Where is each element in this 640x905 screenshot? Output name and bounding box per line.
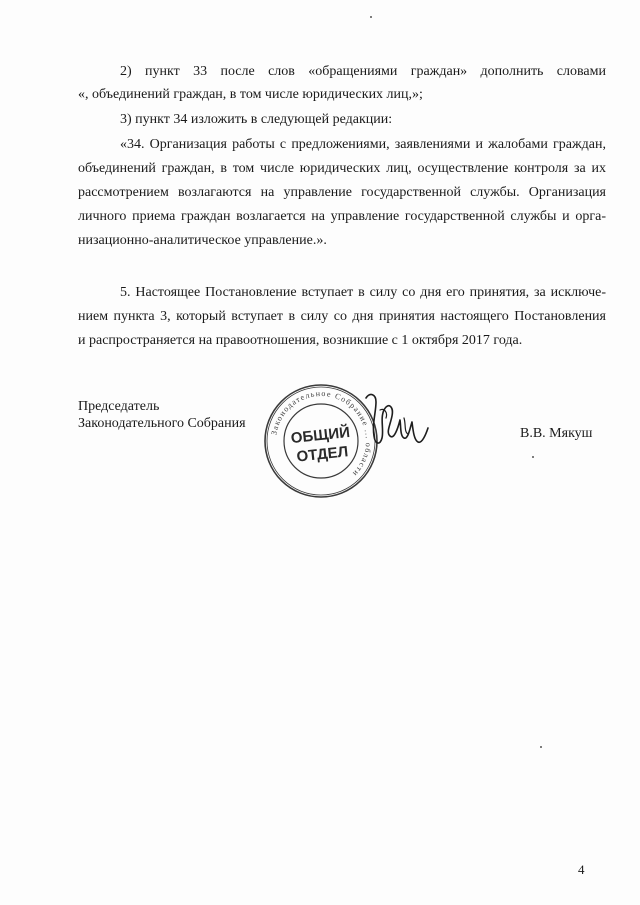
paragraph-line: «, объединений граждан, в том числе юридических лиц,»; bbox=[78, 87, 423, 102]
signatory-position-line: Председатель bbox=[78, 399, 160, 414]
paragraph-line: 2) пункт 33 после слов «обращениями граждан» дополнить словами bbox=[120, 64, 606, 79]
paragraph-line: объединений граждан, в том числе юридических лиц, осуществление контроля за их bbox=[78, 161, 606, 176]
paragraph-line: 5. Настоящее Постановление вступает в силу со дня его принятия, за исключе- bbox=[120, 285, 606, 300]
paragraph-line: низационно-аналитическое управление.». bbox=[78, 233, 327, 248]
paragraph-line: и распространяется на правоотношения, возникшие с 1 октября 2017 года. bbox=[78, 333, 523, 348]
paragraph-line: рассмотрением возлагаются на управление государственной службы. Организация bbox=[78, 185, 606, 200]
paragraph-line: «34. Организация работы с предложениями, заявлениями и жалобами граждан, bbox=[120, 137, 606, 152]
page-number: 4 bbox=[578, 862, 585, 877]
stamp-ring-text: Законодательное Собрание ... области bbox=[269, 388, 374, 479]
stamp-center-line: ОБЩИЙ bbox=[290, 423, 351, 448]
paragraph-line: личного приема граждан возлагается на управление государственной службы и орга- bbox=[78, 209, 606, 224]
scan-speck bbox=[532, 456, 534, 458]
stamp-center-line: ОТДЕЛ bbox=[295, 443, 350, 466]
signatory-position bbox=[78, 398, 246, 432]
signatory-position-line: Законодательного Собрания bbox=[78, 416, 246, 431]
scan-speck bbox=[370, 16, 372, 18]
scan-speck bbox=[540, 746, 542, 748]
paragraph-line: 3) пункт 34 изложить в следующей редакции: bbox=[120, 112, 393, 127]
signatory-name: В.В. Мякуш bbox=[520, 426, 593, 441]
handwritten-signature bbox=[360, 388, 432, 458]
paragraph-line: нием пункта 3, который вступает в силу со дня принятия настоящего Постановления bbox=[78, 309, 606, 324]
